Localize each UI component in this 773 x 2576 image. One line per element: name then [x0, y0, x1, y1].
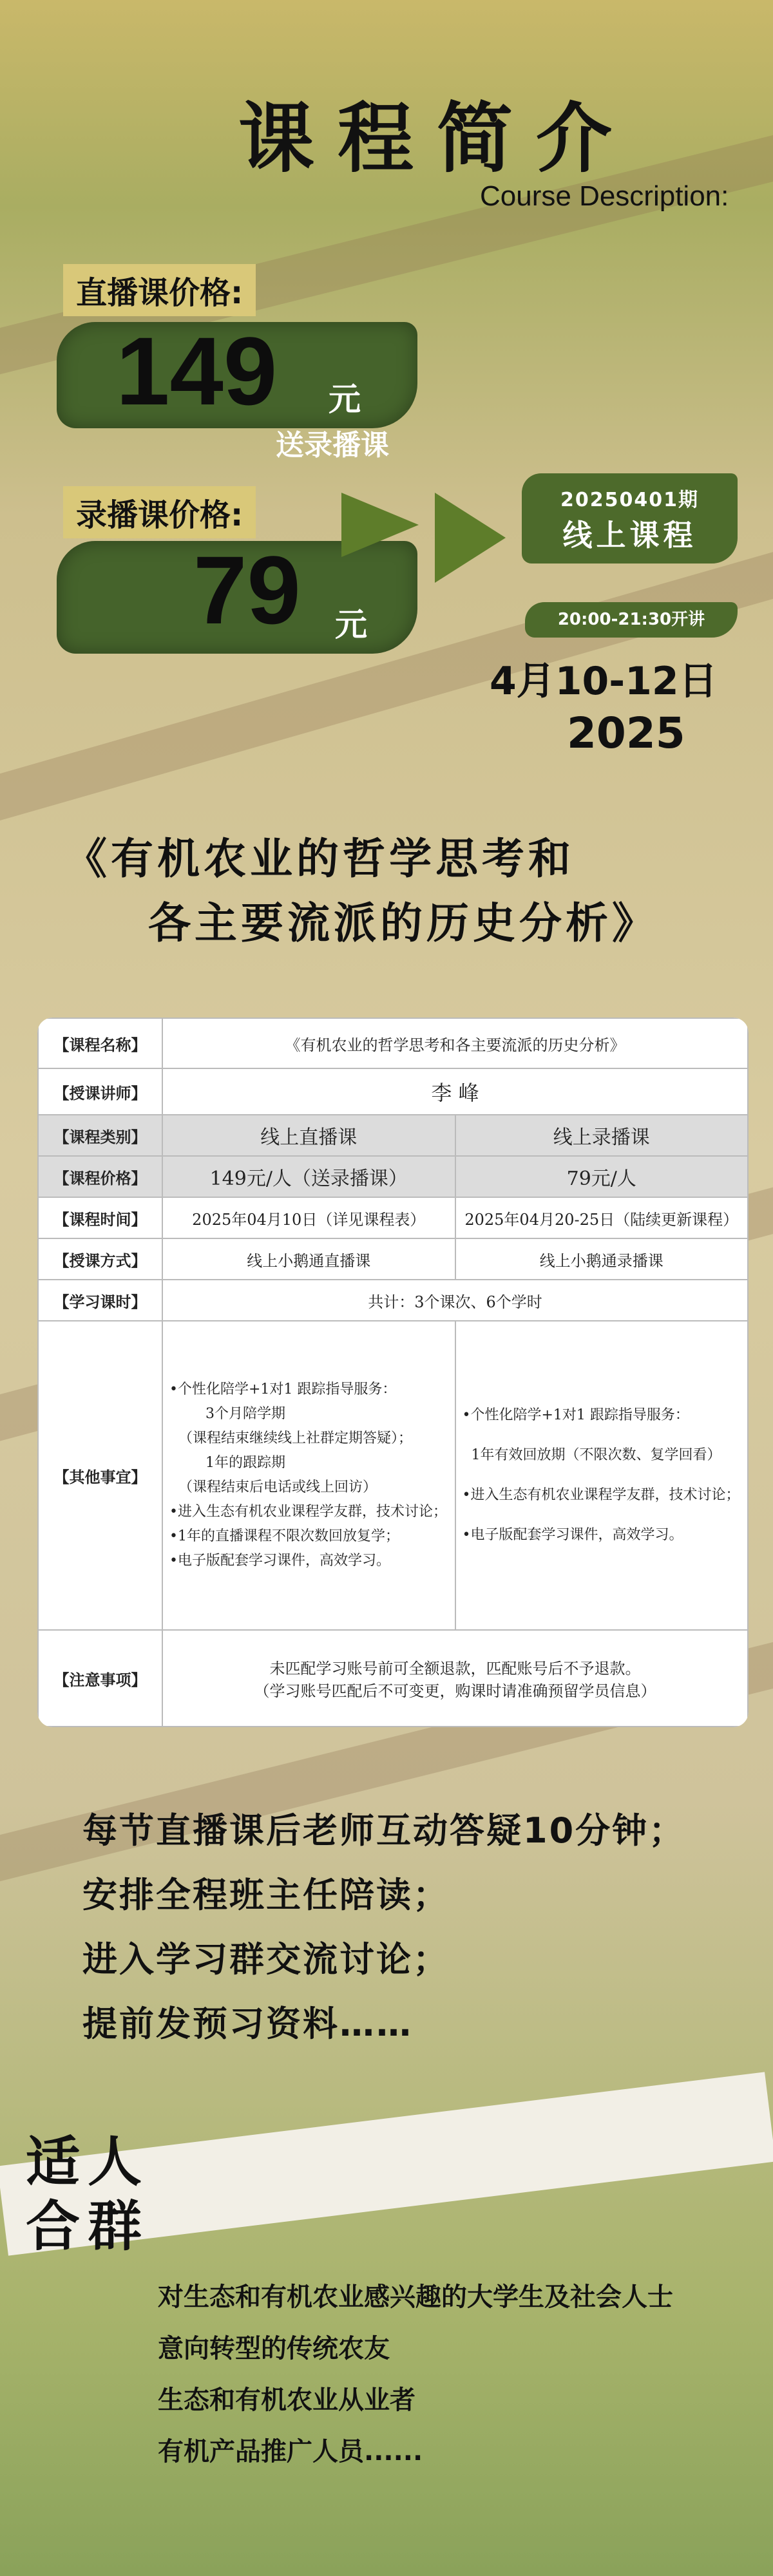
page-title: 课程简介 — [238, 94, 636, 183]
table-row — [38, 1197, 748, 1238]
list-item: （课程结束后电话或线上回访） — [169, 1479, 377, 1495]
table-value: 2025年04月10日（详见课程表） — [162, 1197, 455, 1238]
arrow-right-icon — [435, 493, 506, 583]
table-key: 【课程名称】 — [38, 1018, 162, 1068]
table-value: 线上小鹅通直播课 — [162, 1238, 455, 1280]
feature-item: 提前发预习资料…… — [82, 2003, 413, 2044]
table-key: 【课程时间】 — [38, 1197, 162, 1238]
table-row — [38, 1630, 748, 1727]
list-item: •电子版配套学习课件，高效学习。 — [169, 1553, 390, 1569]
other-live-cell — [162, 1321, 455, 1630]
table-key: 【授课讲师】 — [38, 1068, 162, 1115]
recorded-price-value: 79 — [193, 536, 301, 644]
notice-cell — [162, 1630, 748, 1727]
table-row — [38, 1115, 748, 1156]
notice-line: （学习账号匹配后不可变更，购课时请准确预留学员信息） — [254, 1682, 656, 1700]
session-time-badge — [525, 602, 738, 638]
audience-item: 对生态和有机农业感兴趣的大学生及社会人士 — [158, 2282, 673, 2312]
list-item: •进入生态有机农业课程学友群，技术讨论； — [462, 1487, 740, 1503]
live-price-unit: 元 — [329, 381, 361, 418]
course-info-table — [37, 1018, 749, 1727]
recorded-price-label: 录播课价格: — [63, 486, 256, 538]
table-value: 79元/人 — [455, 1156, 749, 1197]
table-key: 【其他事宜】 — [38, 1321, 162, 1630]
feature-item: 安排全程班主任陪读； — [82, 1875, 450, 1915]
arrow-right-icon — [341, 493, 419, 557]
list-item: 1年的跟踪期 — [169, 1455, 285, 1471]
course-title-line1: 《有机农业的哲学思考和 — [64, 834, 575, 884]
list-item: 3个月陪学期 — [169, 1406, 285, 1422]
session-period: 20250401期 — [560, 489, 699, 511]
table-row — [38, 1018, 748, 1068]
audience-heading-line2: 合群 — [26, 2195, 150, 2258]
session-mode: 线上课程 — [562, 518, 697, 553]
session-dates: 4月10-12日 — [490, 659, 718, 704]
table-value: 线上小鹅通录播课 — [455, 1238, 749, 1280]
table-key: 【注意事项】 — [38, 1630, 162, 1727]
table-value: 《有机农业的哲学思考和各主要流派的历史分析》 — [162, 1018, 748, 1068]
page-subtitle: Course Description: — [480, 180, 729, 212]
list-item: （课程结束继续线上社群定期答疑）； — [169, 1430, 412, 1446]
table-value: 149元/人（送录播课） — [162, 1156, 455, 1197]
table-key: 【课程类别】 — [38, 1115, 162, 1156]
table-value: 共计：3个课次、6个学时 — [162, 1280, 748, 1321]
table-row — [38, 1238, 748, 1280]
table-row — [38, 1321, 748, 1630]
live-price-label: 直播课价格: — [63, 264, 256, 316]
notice-line: 未匹配学习账号前可全额退款，匹配账号后不予退款。 — [269, 1660, 641, 1678]
table-row — [38, 1156, 748, 1197]
feature-item: 进入学习群交流讨论； — [82, 1939, 450, 1980]
course-title-line2: 各主要流派的历史分析》 — [148, 898, 658, 948]
list-item: •进入生态有机农业课程学友群，技术讨论； — [169, 1504, 447, 1520]
session-year: 2025 — [567, 708, 685, 758]
live-price-value: 149 — [116, 317, 278, 425]
table-row — [38, 1280, 748, 1321]
other-recorded-cell — [455, 1321, 749, 1630]
list-item: 1年有效回放期（不限次数、复学回看） — [462, 1447, 721, 1463]
table-key: 【学习课时】 — [38, 1280, 162, 1321]
table-value: 线上直播课 — [162, 1115, 455, 1156]
table-value: 李 峰 — [162, 1068, 748, 1115]
audience-item: 生态和有机农业从业者 — [158, 2385, 415, 2415]
audience-heading-line1: 适人 — [26, 2130, 150, 2193]
table-value: 线上录播课 — [455, 1115, 749, 1156]
feature-item: 每节直播课后老师互动答疑10分钟； — [82, 1810, 686, 1851]
table-row — [38, 1068, 748, 1115]
recorded-price-unit: 元 — [335, 606, 367, 643]
list-item: •个性化陪学+1对1 跟踪指导服务： — [169, 1381, 397, 1397]
session-badge — [522, 473, 738, 564]
table-key: 【授课方式】 — [38, 1238, 162, 1280]
table-value: 2025年04月20-25日（陆续更新课程） — [455, 1197, 749, 1238]
table-key: 【课程价格】 — [38, 1156, 162, 1197]
list-item: •1年的直播课程不限次数回放复学； — [169, 1528, 399, 1544]
list-item: •电子版配套学习课件，高效学习。 — [462, 1527, 683, 1543]
audience-item: 意向转型的传统农友 — [158, 2334, 390, 2363]
live-gift-note: 送录播课 — [276, 429, 389, 462]
audience-item: 有机产品推广人员...... — [158, 2437, 423, 2467]
session-time: 20:00-21:30开讲 — [557, 610, 705, 629]
list-item: •个性化陪学+1对1 跟踪指导服务： — [462, 1407, 689, 1423]
